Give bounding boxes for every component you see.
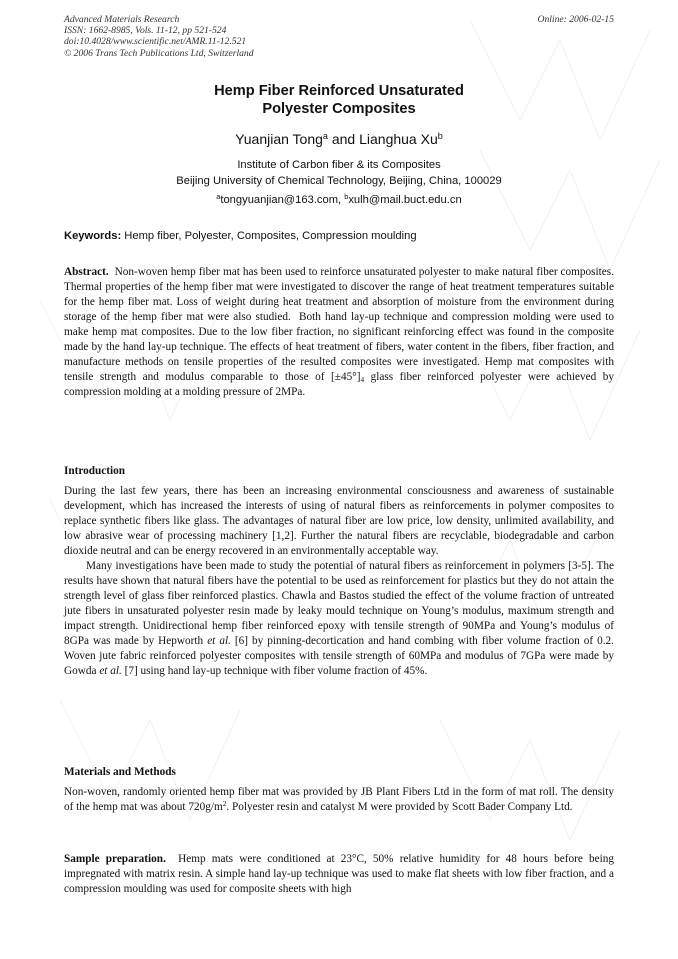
author-2-affil-mark: b: [437, 131, 443, 141]
copyright-line: © 2006 Trans Tech Publications Ltd, Switzerland: [64, 47, 254, 59]
author-1: Yuanjian Tong: [235, 131, 323, 147]
author-1-affil-mark: a: [322, 131, 328, 141]
abstract-subscript: 4: [360, 375, 365, 385]
abstract-text-end: glass fiber reinforced polyester were achieved by compression molding at a molding pressure of 2MPa.: [64, 371, 614, 398]
issn-line: ISSN: 1662-8985, Vols. 11-12, pp 521-524: [64, 25, 227, 37]
introduction-heading: Introduction: [64, 465, 126, 477]
affiliation-line-2: Beijing University of Chemical Technology, Beijing, China, 100029: [176, 175, 502, 187]
sample-prep-text: Hemp mats were conditioned at 23°C, 50% relative humidity for 48 hours before being impregnated with matrix resin. A simple hand lay-up technique was used to make flat sheets with low fiber fraction, and a compression moulding was used for composite sheets with high: [64, 853, 617, 895]
email-b: xulh@mail.buct.edu.cn: [348, 194, 462, 206]
author-2: Lianghua Xu: [359, 131, 438, 147]
paper-title: [64, 82, 614, 118]
author-conjunction: and: [327, 131, 360, 147]
keywords-text: Hemp fiber, Polyester, Composites, Compression moulding: [121, 230, 417, 242]
journal-name: Advanced Materials Research: [64, 14, 180, 25]
introduction-paragraph-2: [64, 559, 614, 679]
author-emails: [64, 193, 614, 207]
et-al-1: et al.: [207, 635, 231, 647]
introduction-paragraph-1: During the last few years, there has been an increasing environmental consciousness and awareness of sustainable development, which has increased the interests of using of natural fibers as reinforcements in polymer composites to replace synthetic fibers like glass. The advantages of natural fiber are low price, low density, unlimited availability, and low abrasive wear of processing machinery [1,2]. Further the natural fibers are recyclable, biodegradable and carbon dioxide neutral and can be energy recovered in an environmentally acceptable way.: [64, 485, 614, 557]
email-a: tongyuanjian@163.com,: [220, 194, 345, 206]
materials-paragraph: [64, 785, 614, 815]
materials-sup: 2: [222, 798, 227, 808]
materials-text-1: Non-woven, randomly oriented hemp fiber mat was provided by JB Plant Fibers Ltd in the form of mat roll. The density of the hemp mat was about 720g/m: [64, 786, 614, 813]
doi-line: doi:10.4028/www.scientific.net/AMR.11-12.521: [64, 36, 247, 48]
materials-heading: Materials and Methods: [64, 766, 176, 778]
title-line-2: Polyester Composites: [262, 101, 416, 117]
email-a-mark: a: [216, 192, 221, 201]
affiliation: [64, 157, 614, 189]
abstract-text: Non-woven hemp fiber mat has been used to reinforce unsaturated polyester to make natural fiber composites. Thermal properties of the hemp fiber mat were investigated to discover the range of heat treatment temperatures suitable for the hemp fiber mat. Loss of weight during heat treatment and absorption of moisture from the environment during storage of the hemp fiber mat were also studied. Both hand lay-up technique and compression molding were used to make hemp mat composites. Due to the low fiber fraction, no significant reinforcing effect was found in the composite made by the hand lay-up technique. The effects of heat treatment of fibers, water content in the fibers, fiber fraction, and manufacture methods on tensile properties of the resulted composites were investigated. Hemp mat composites with tensile strength and modulus comparable to those of [±45°]: [64, 266, 617, 383]
sample-prep-label: Sample preparation.: [64, 853, 166, 865]
online-date: Online: 2006-02-15: [537, 14, 614, 25]
introduction-section: [64, 464, 614, 679]
introduction-p2-text-3: [7] using hand lay-up technique with fiber volume fraction of 45%.: [121, 665, 428, 677]
materials-section: [64, 765, 614, 815]
keywords: [64, 229, 614, 243]
materials-text-2: . Polyester resin and catalyst M were provided by Scott Bader Company Ltd.: [226, 801, 573, 813]
author-list: [64, 131, 614, 147]
affiliation-line-1: Institute of Carbon fiber & its Composites: [237, 159, 441, 171]
journal-header: [64, 14, 254, 59]
introduction-p2-text-1: Many investigations have been made to study the potential of natural fibers as reinforcement in polymers [3-5]. The results have shown that natural fibers have the potential to be used as reinforcement for plastics but they do not attain the strength level of glass fiber reinforced plastics. Chawla and Bastos studied the effect of the volume fraction of untreated jute fibers in unsaturated polyester resin made by leaky mould technique on Young’s modulus, maximum strength and impact strength. Unidirectional hemp fiber reinforced epoxy with tensile strength of 90MPa and Young’s modulus of 8GPa was made by Hepworth: [64, 560, 614, 647]
title-line-1: Hemp Fiber Reinforced Unsaturated: [214, 83, 464, 99]
sample-preparation: [64, 852, 617, 897]
introduction-p2-text-2: [6] by pinning-decortication and hand combing with fiber volume fraction of 0.2. Woven jute fabric reinforced polyester composites with tensile strength of 60MPa and modulus of 7GPa were made by Gowda: [64, 635, 614, 677]
keywords-label: Keywords:: [64, 230, 122, 242]
et-al-2: et al.: [99, 665, 122, 677]
abstract-label: Abstract.: [64, 266, 109, 278]
abstract: [64, 265, 617, 400]
email-b-mark: b: [344, 192, 349, 201]
